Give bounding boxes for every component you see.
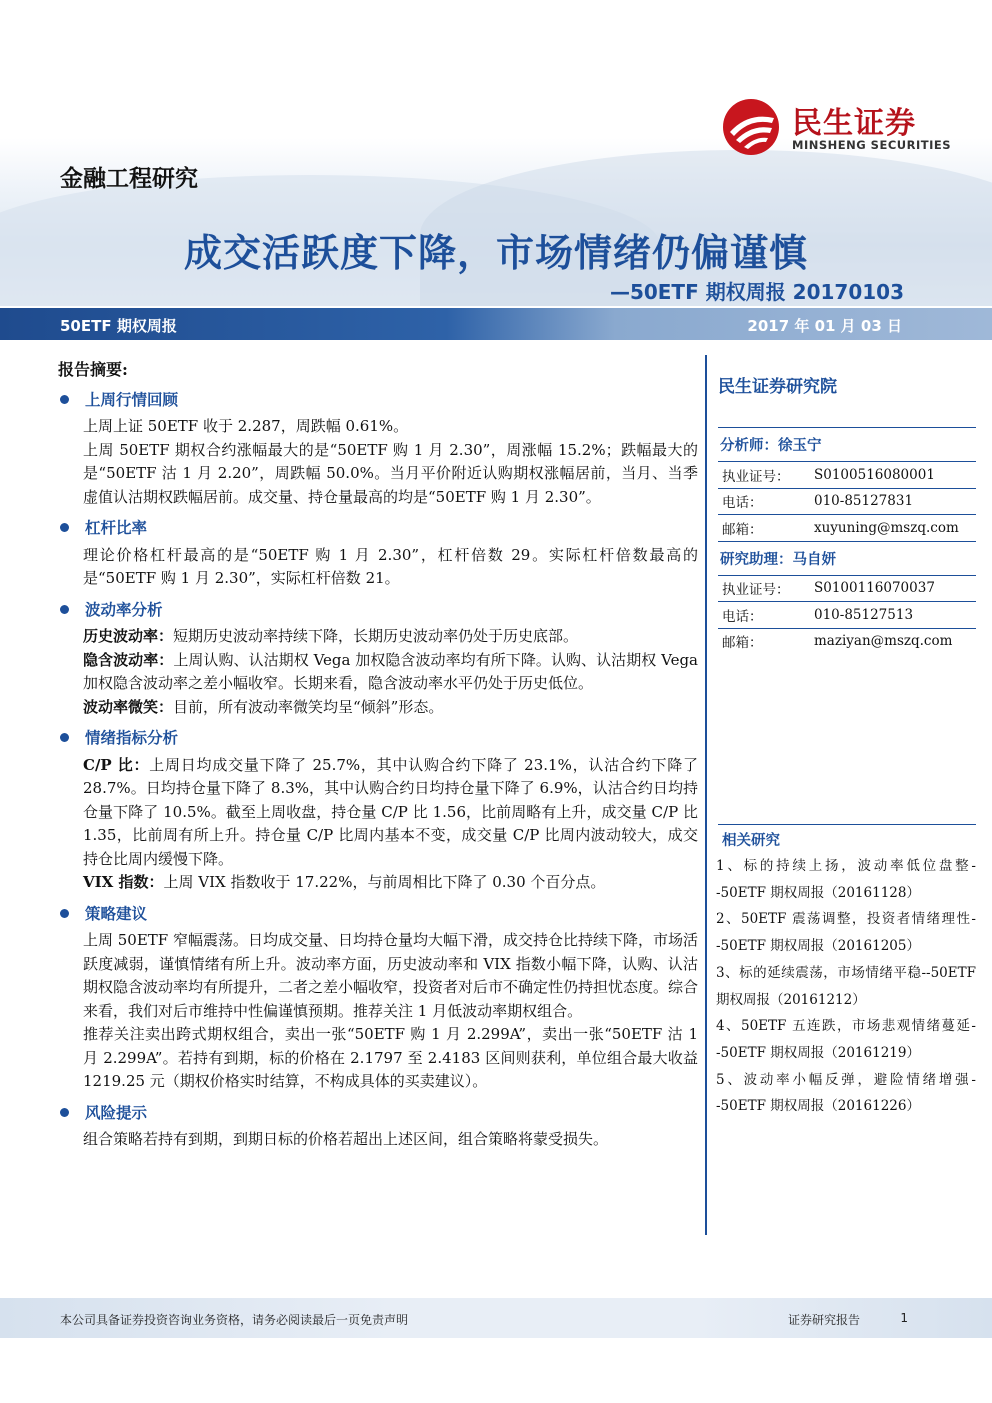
paragraph-text: 上周上证 50ETF 收于 2.287，周跌幅 0.61%。 xyxy=(83,417,409,435)
section-heading xyxy=(58,902,698,926)
related-research-item[interactable]: 2、50ETF 震荡调整，投资者情绪理性--50ETF 期权周报（20161205） xyxy=(716,911,976,955)
paragraph-text: 组合策略若持有到期，到期日标的价格若超出上述区间，组合策略将蒙受损失。 xyxy=(83,1130,609,1148)
related-research-label: 相关研究 xyxy=(722,832,780,849)
paragraph-lead: 历史波动率： xyxy=(83,627,174,645)
related-research-item[interactable]: 5、波动率小幅反弹，避险情绪增强--50ETF 期权周报（20161226） xyxy=(716,1071,976,1115)
paragraph-text: 推荐关注卖出跨式期权组合，卖出一张“50ETF 购 1 月 2.299A”，卖出一张“50ETF 沽 1 月 2.299A”。若持有到期，标的价格在 2.1797 至 2.4183 区间则获利，单位组合最大收益 1219.25 元（期权价格实时结算，不构成具体的买卖建议）。 xyxy=(83,1025,698,1090)
contact-label: 执业证号： xyxy=(722,468,790,485)
title-bar xyxy=(0,308,992,340)
paragraph xyxy=(83,415,698,439)
paragraph-text: 短期历史波动率持续下降，长期历史波动率仍处于历史底部。 xyxy=(173,627,579,645)
contact-value: 010-85127513 xyxy=(814,606,914,623)
page-footer xyxy=(0,1298,992,1338)
footer-disclaimer: 本公司具备证券投资咨询业务资格，请务必阅读最后一页免责声明 xyxy=(60,1313,409,1327)
related-research-list xyxy=(716,853,976,1120)
analyst-name: 研究助理：马自妍 xyxy=(718,541,976,575)
sidebar xyxy=(718,372,976,654)
paragraph xyxy=(83,439,698,510)
contact-value: xuyuning@mszq.com xyxy=(814,519,959,536)
company-logo xyxy=(722,98,952,158)
section-heading xyxy=(58,726,698,750)
section-heading xyxy=(58,388,698,412)
contact-label: 执业证号： xyxy=(722,582,790,599)
summary-title: 报告摘要: xyxy=(58,360,128,379)
related-research-item[interactable]: 1、标的持续上扬，波动率低位盘整--50ETF 期权周报（20161128） xyxy=(716,858,976,901)
contact-row xyxy=(718,575,976,602)
contact-label: 邮箱： xyxy=(722,635,763,652)
paragraph-lead: 波动率微笑： xyxy=(83,697,174,716)
report-title: 成交活跃度下降，市场情绪仍偏谨慎 xyxy=(183,231,808,275)
paragraph-text: 理论价格杠杆最高的是“50ETF 购 1 月 2.30”，杠杆倍数 29。实际杠杆倍数最高的是“50ETF 购 1 月 2.30”，实际杠杆倍数 21。 xyxy=(83,545,698,587)
analyst-list xyxy=(718,427,976,654)
section-heading-text: 杠杆比率 xyxy=(85,518,148,537)
bullet-icon xyxy=(60,1108,69,1117)
paragraph-lead: VIX 指数： xyxy=(83,873,164,891)
contact-row xyxy=(718,488,976,515)
report-date: 2017 年 01 月 03 日 xyxy=(747,317,902,335)
paragraph xyxy=(83,696,698,720)
logo-chinese-text: 民生证券 xyxy=(792,106,916,141)
paragraph-text: 目前，所有波动率微笑均呈“倾斜”形态。 xyxy=(173,697,444,716)
paragraph-text: 上周认购、认沽期权 Vega 加权隐含波动率均有所下降。认购、认沽期权 Vega 加权隐含波动率之差小幅收窄。长期来看，隐含波动率水平仍处于历史低位。 xyxy=(83,650,698,692)
paragraph-text: 上周 50ETF 窄幅震荡。日均成交量、日均持仓量均大幅下滑，成交持仓比持续下降，市场活跃度减弱，谨慎情绪有所上升。波动率方面，历史波动率和 VIX 指数小幅下降，认购、认沽期权隐含波动率均有所提升，二者之差小幅收窄，投资者对后市不确定性仍持担忧态度。综合来看，我们对后市维持中性偏谨慎预期。推荐关注 1 月低波动率期权组合。 xyxy=(83,931,699,1020)
paragraph-lead: C/P 比： xyxy=(83,755,150,774)
related-research-item[interactable]: 3、标的延续震荡，市场情绪平稳--50ETF 期权周报（20161212） xyxy=(716,964,976,1008)
section-heading xyxy=(58,1101,698,1125)
series-name: 50ETF 期权周报 xyxy=(60,317,177,335)
contact-row xyxy=(718,461,976,488)
paragraph xyxy=(83,1128,698,1152)
related-research-title xyxy=(718,824,976,850)
contact-value: maziyan@mszq.com xyxy=(814,633,953,650)
analyst-name: 分析师：徐玉宁 xyxy=(718,427,976,461)
contact-value: S0100516080001 xyxy=(814,466,935,483)
section-heading xyxy=(58,516,698,540)
paragraph-text: 上周 50ETF 期权合约涨幅最大的是“50ETF 购 1 月 2.30”，周涨幅 15.2%；跌幅最大的是“50ETF 沽 1 月 2.20”，周跌幅 50.0%。当月平价附近认购期权涨幅居前，当月、当季虚值认沽期权跌幅居前。成交量、持仓量最高的均是“50ETF 购 1 月 2.30”。 xyxy=(83,440,698,506)
contact-label: 电话： xyxy=(722,608,763,625)
contact-row xyxy=(718,601,976,628)
report-category: 金融工程研究 xyxy=(60,166,198,192)
paragraph xyxy=(83,929,698,1023)
contact-value: 010-85127831 xyxy=(814,493,914,510)
paragraph xyxy=(83,871,698,895)
bullet-icon xyxy=(60,733,69,742)
bullet-icon xyxy=(60,523,69,532)
paragraph-lead: 隐含波动率： xyxy=(83,650,174,669)
column-divider xyxy=(705,355,707,1235)
page-number: 1 xyxy=(900,1311,908,1325)
section-heading xyxy=(58,598,698,622)
footer-doc-type: 证券研究报告 xyxy=(787,1313,860,1327)
paragraph xyxy=(83,625,698,649)
contact-value: S0100116070037 xyxy=(814,580,935,597)
institute-name: 民生证券研究院 xyxy=(718,377,837,397)
contact-row xyxy=(718,628,976,655)
section-heading-text: 策略建议 xyxy=(85,903,148,923)
contact-label: 邮箱： xyxy=(722,521,763,538)
paragraph-text: 上周 VIX 指数收于 17.22%，与前周相比下降了 0.30 个百分点。 xyxy=(163,873,606,891)
bullet-icon xyxy=(60,395,69,404)
paragraph xyxy=(83,544,698,591)
paragraph xyxy=(83,754,698,872)
section-heading-text: 风险提示 xyxy=(85,1102,148,1122)
minsheng-logo-icon xyxy=(722,98,780,156)
bullet-icon xyxy=(60,909,69,918)
bullet-icon xyxy=(60,605,69,614)
paragraph xyxy=(83,1023,698,1094)
report-subtitle: —50ETF 期权周报 20170103 xyxy=(609,280,904,304)
section-heading-text: 情绪指标分析 xyxy=(85,728,179,747)
contact-label: 电话： xyxy=(722,495,763,512)
related-research-item[interactable]: 4、50ETF 五连跌，市场悲观情绪蔓延--50ETF 期权周报（20161219） xyxy=(716,1018,976,1061)
contact-row xyxy=(718,514,976,541)
summary-column xyxy=(58,358,698,1157)
section-heading-text: 波动率分析 xyxy=(85,599,163,619)
paragraph-text: 上周日均成交量下降了 25.7%，其中认购合约下降了 23.1%，认沽合约下降了 28.7%。日均持仓量下降了 8.3%，其中认购合约日均持仓量下降了 6.9%，认沽合约日均持仓量下降了 10.5%。截至上周收盘，持仓量 C/P 比 1.56，比前周略有上升，成交量 C/P 比 1.35，比前周有所上升。持仓量 C/P 比周内基本不变，成交量 C/P 比周内波动较大，成交持仓比周内缓慢下降。 xyxy=(83,755,698,868)
logo-english-text: MINSHENG SECURITIES xyxy=(792,138,951,152)
section-heading-text: 上周行情回顾 xyxy=(85,389,179,409)
summary-sections xyxy=(58,388,698,1157)
paragraph xyxy=(83,649,698,696)
